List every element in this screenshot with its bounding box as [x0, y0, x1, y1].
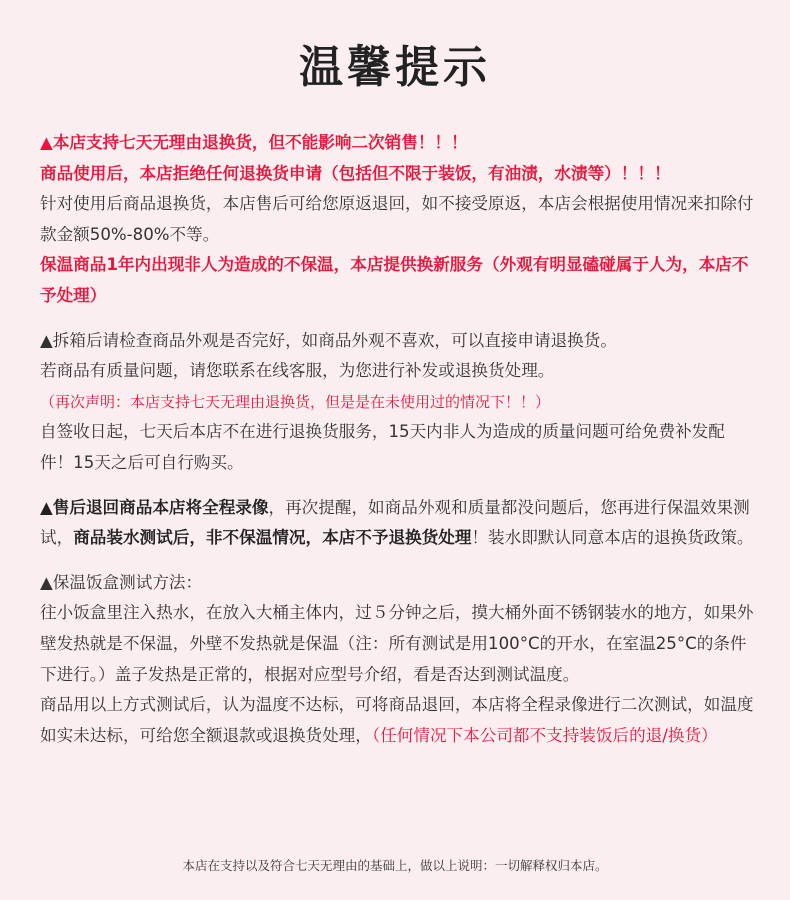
- water-test-text: ！装水即默认同意本店的退换货政策。: [471, 528, 754, 548]
- notice-check-appearance: ▲拆箱后请检查商品外观是否完好，如商品外观不喜欢，可以直接申请退换货。: [40, 330, 617, 350]
- notice-restatement: （再次声明：本店支持七天无理由退换货，但是是在未使用过的情况下！！）: [40, 392, 551, 411]
- notice-recording-policy: [40, 493, 755, 554]
- notice-insulation-warranty: 保温商品1年内出现非人为造成的不保温，本店提供换新服务（外观有明显磕碰属于人为，本店不予处理）: [40, 255, 749, 305]
- footer-statement: 本店在支持以及符合七天无理由的基础上，做以上说明：一切解释权归本店。: [182, 858, 608, 873]
- notice-quality-issue: 若商品有质量问题，请您联系在线客服，为您进行补发或退换货处理。: [40, 361, 555, 381]
- recording-statement: ▲售后退回商品本店将全程录像: [40, 497, 269, 517]
- notice-used-refund-policy: 针对使用后商品退换货，本店售后可给您原返退回，如不接受原返，本店会根据使用情况来扣除付款金额50%-80%不等。: [40, 194, 754, 244]
- test-method-description: 往小饭盒里注入热水，在放入大桶主体内，过５分钟之后，摸大桶外面不锈钢装水的地方，如果外壁发热就是不保温，外壁不发热就是保温（注：所有测试是用100°C的开水，在室温25°C的条件下进行。）盖子发热是正常的，根据对应型号介绍，看是否达到测试温度。: [40, 603, 754, 684]
- no-return-after-food-note: （任何情况下本公司都不支持装饭后的退/换货）: [371, 725, 718, 745]
- notice-after-sign-service: 自签收日起，七天后本店不在进行退换货服务，15天内非人为造成的质量问题可给免费补发配件！15天之后可自行购买。: [40, 422, 725, 472]
- notice-seven-day-return: ▲本店支持七天无理由退换货，但不能影响二次销售！！！: [40, 133, 468, 152]
- test-return-policy: [40, 690, 755, 751]
- notice-no-return-after-use: 商品使用后，本店拒绝任何退换货申请（包括但不限于装饭，有油渍，水渍等）！！！: [40, 163, 671, 183]
- test-return-text: 商品用以上方式测试后，认为温度不达标，可将商品退回，本店将全程录像进行二次测试，如温度如实未达标，可给您全额退款或退换货处理，: [40, 695, 754, 745]
- notice-content: [40, 128, 755, 751]
- page-title: 温馨提示: [299, 42, 491, 93]
- test-method-heading: ▲保温饭盒测试方法：: [40, 572, 203, 592]
- water-test-statement: 商品装水测试后，非不保温情况，本店不予退换货处理: [73, 528, 472, 548]
- recording-text: ，再次提醒，如商品外观和质量都没问题后，您再进行保温效果测试，: [40, 497, 750, 548]
